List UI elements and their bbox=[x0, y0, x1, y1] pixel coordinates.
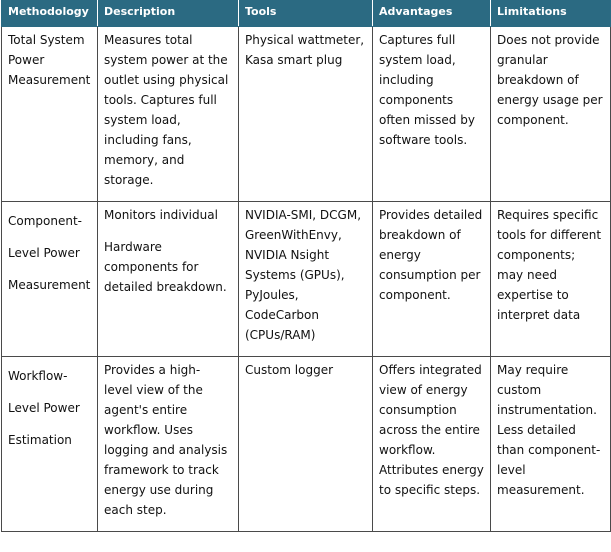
cell-description: Measures total system power at the outlet using physical tools. Captures full system load, including fans, memory, and storage. bbox=[98, 27, 239, 202]
cell-tools: NVIDIA-SMI, DCGM, GreenWithEnvy, NVIDIA Nsight Systems (GPUs), PyJoules, CodeCarbon (CPUs/RAM) bbox=[239, 202, 373, 357]
methodology-line: Estimation bbox=[8, 433, 72, 447]
cell-limitations: Does not provide granular breakdown of energy usage per component. bbox=[491, 27, 611, 202]
header-description: Description bbox=[98, 1, 239, 27]
cell-advantages: Captures full system load, including components often missed by software tools. bbox=[373, 27, 491, 202]
table-header-row bbox=[2, 1, 611, 27]
header-limitations: Limitations bbox=[491, 1, 611, 27]
header-methodology: Methodology bbox=[2, 1, 98, 27]
methodology-line: Workflow- bbox=[8, 369, 68, 383]
methodology-line: Measurement bbox=[8, 278, 91, 292]
table-row bbox=[2, 202, 611, 357]
cell-tools: Physical wattmeter, Kasa smart plug bbox=[239, 27, 373, 202]
paragraph-gap bbox=[104, 225, 232, 237]
cell-limitations: Requires specific tools for different components; may need expertise to interpret data bbox=[491, 202, 611, 357]
methodology-line: Level Power bbox=[8, 246, 80, 260]
methodology-line: Component- bbox=[8, 214, 82, 228]
methodology-line: Level Power bbox=[8, 401, 80, 415]
description-line: Hardware components for detailed breakdown. bbox=[104, 240, 227, 294]
cell-methodology bbox=[2, 202, 98, 357]
description-line: Monitors individual bbox=[104, 208, 218, 222]
header-tools: Tools bbox=[239, 1, 373, 27]
cell-methodology: Total System Power Measurement bbox=[2, 27, 98, 202]
methodology-table bbox=[1, 0, 611, 532]
cell-tools: Custom logger bbox=[239, 357, 373, 532]
cell-description: Provides a high- level view of the agent's entire workflow. Uses logging and analysis framework to track energy use during each step. bbox=[98, 357, 239, 532]
cell-advantages: Offers integrated view of energy consumption across the entire workflow. Attributes energy to specific steps. bbox=[373, 357, 491, 532]
cell-advantages: Provides detailed breakdown of energy consumption per component. bbox=[373, 202, 491, 357]
cell-limitations: May require custom instrumentation. Less detailed than component-level measurement. bbox=[491, 357, 611, 532]
cell-methodology bbox=[2, 357, 98, 532]
table-row bbox=[2, 357, 611, 532]
header-advantages: Advantages bbox=[373, 1, 491, 27]
cell-description bbox=[98, 202, 239, 357]
table-row bbox=[2, 27, 611, 202]
